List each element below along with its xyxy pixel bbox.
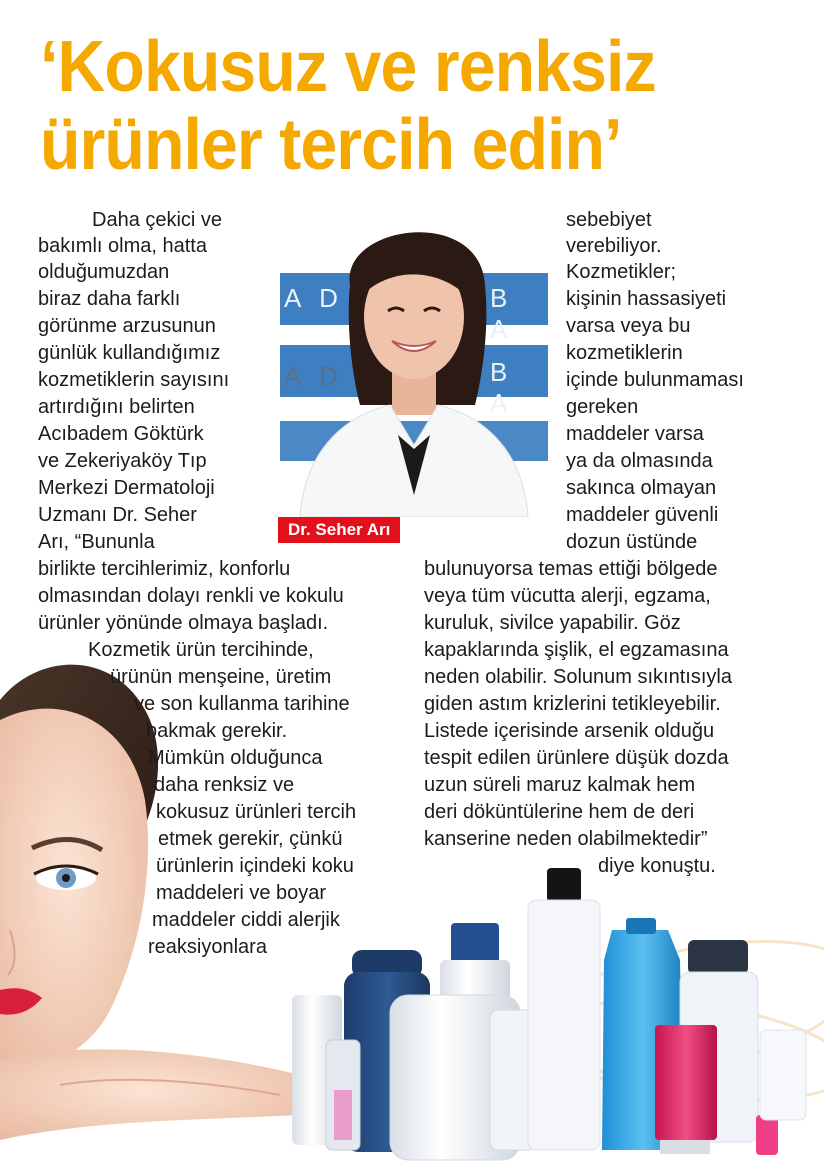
body-text-line: ve son kullanma tarihine [134, 693, 350, 715]
body-text-line: kozmetiklerin sayısını [38, 369, 230, 391]
body-text-line: Arı, “Bununla [38, 531, 155, 553]
body-text-line: kişinin hassasiyeti [566, 288, 727, 310]
body-text-line: verebiliyor. [566, 235, 662, 257]
body-text-line: ürünler yönünde olmaya başladı. [38, 612, 329, 634]
face [0, 709, 148, 1075]
body-text-line: sakınca olmayan [566, 477, 717, 499]
body-text-line: deri döküntülerine hem de deri [424, 801, 695, 823]
body-text-line: veya tüm vücutta alerji, egzama, [424, 585, 711, 607]
body-text-line: kapaklarında şişlik, el egzamasına [424, 639, 729, 661]
body-text-line: olduğumuzdan [38, 261, 170, 283]
body-text-line: uzun süreli maruz kalmak hem [424, 774, 696, 796]
body-text-line: Daha çekici ve [92, 209, 223, 231]
backdrop-logo-text: A D [284, 361, 344, 391]
body-text-line: Kozmetikler; [566, 261, 677, 283]
body-text-line: Merkezi Dermatoloji [38, 477, 215, 499]
body-text-line: ve Zekeriyaköy Tıp [38, 450, 207, 472]
body-text-line: dozun üstünde [566, 531, 698, 553]
body-text-line: kokusuz ürünleri tercih [156, 801, 357, 823]
body-text-line: artırdığını belirten [38, 396, 195, 418]
body-text-line: Acıbadem Göktürk [38, 423, 204, 445]
body-text-line: görünme arzusunun [38, 315, 216, 337]
body-text-line: ürünün menşeine, üretim [110, 666, 332, 688]
body-text-line: kuruluk, sivilce yapabilir. Göz [424, 612, 681, 634]
body-text-line: Listede içerisinde arsenik olduğu [424, 720, 715, 742]
body-text-line: Uzmanı Dr. Seher [38, 504, 197, 526]
body-text-line: bulunuyorsa temas ettiği bölgede [424, 558, 718, 580]
backdrop-logo-text: B A [490, 283, 514, 344]
body-text-line: etmek gerekir, çünkü [158, 828, 343, 850]
body-text-line: ya da olmasında [566, 450, 713, 472]
body-text-line: Kozmetik ürün tercihinde, [88, 639, 314, 661]
body-text-line: neden olabilir. Solunum sıkıntısıyla [424, 666, 732, 688]
portrait-photo [280, 205, 548, 517]
headline-line-1: ‘Kokusuz ve renksiz [40, 27, 656, 107]
body-text-line: daha renksiz ve [154, 774, 295, 796]
body-text-line: tespit edilen ürünlere düşük dozda [424, 747, 729, 769]
body-text-line: giden astım krizlerini tetikleyebilir. [424, 693, 721, 715]
body-text-line: diye konuştu. [598, 855, 716, 877]
backdrop-logo-text: A D [284, 283, 344, 313]
pink-tube [655, 1025, 717, 1140]
body-text-line: günlük kullandığımız [38, 342, 221, 364]
body-text-line: olmasından dolayı renkli ve kokulu [38, 585, 344, 607]
body-text-line: kanserine neden olabilmektedir” [424, 828, 708, 850]
doctor-figure [280, 205, 548, 517]
body-text-line: ürünlerin içindeki koku [156, 855, 354, 877]
body-text-line: reaksiyonlara [148, 936, 267, 958]
body-text-line: maddeleri ve boyar [156, 882, 327, 904]
body-text-line: gereken [566, 396, 639, 418]
body-text-line: birlikte tercihlerimiz, konforlu [38, 558, 291, 580]
body-text-line: biraz daha farklı [38, 288, 181, 310]
body-text-line: varsa veya bu [566, 315, 691, 337]
body-text-line: maddeler varsa [566, 423, 704, 445]
body-text-line: içinde bulunmaması [566, 369, 744, 391]
backdrop-logo-text: B A [490, 357, 514, 418]
headline [40, 28, 758, 184]
blue-cap [451, 923, 499, 963]
portrait-caption: Dr. Seher Arı [278, 517, 400, 543]
body-text-line: sebebiyet [566, 209, 652, 231]
body-text-line: maddeler ciddi alerjik [152, 909, 340, 931]
body-text-line: bakmak gerekir. [146, 720, 288, 742]
black-cap [547, 868, 581, 902]
body-text-line: kozmetiklerin [566, 342, 683, 364]
headline-line-2: ürünler tercih edin’ [40, 105, 622, 185]
body-text-line: Mümkün olduğunca [148, 747, 323, 769]
body-text-line: maddeler güvenli [566, 504, 719, 526]
body-text-line: bakımlı olma, hatta [38, 235, 207, 257]
